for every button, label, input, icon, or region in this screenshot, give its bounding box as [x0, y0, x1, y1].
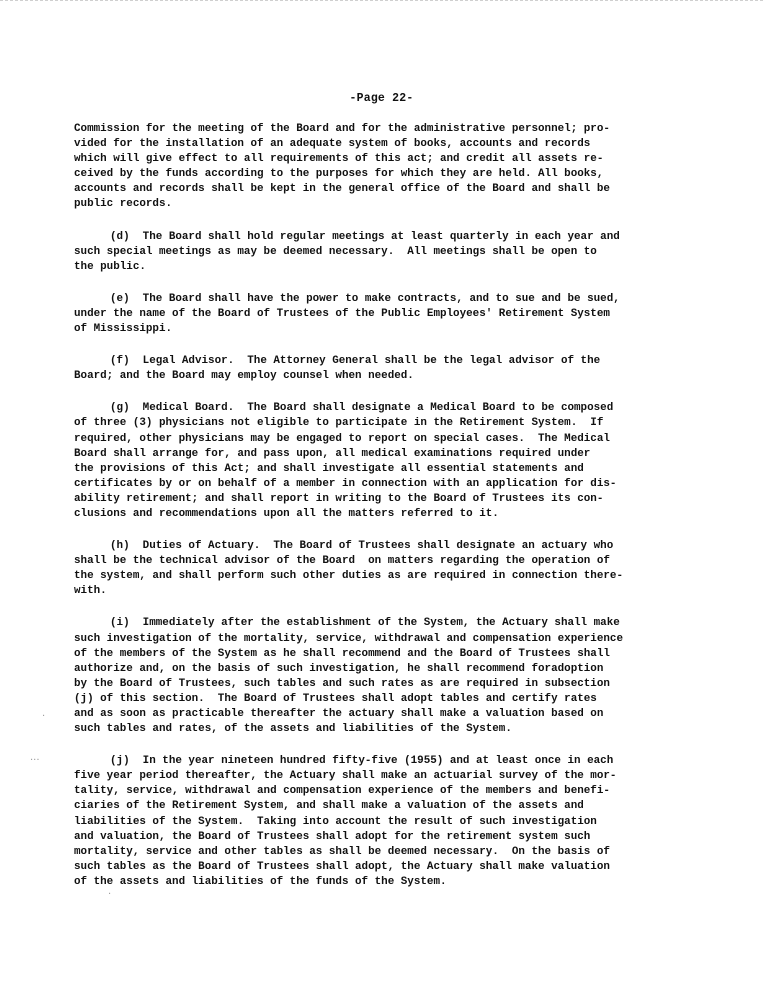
text-line: mortality, service and other tables as shall be deemed necessary. On the basis of: [74, 845, 610, 858]
text-line: which will give effect to all requirements of this act; and credit all assets re-: [74, 153, 604, 166]
text-line: and valuation, the Board of Trustees shall adopt for the retirement system such: [74, 830, 591, 843]
text-line: of three (3) physicians not eligible to participate in the Retirement System. If: [74, 417, 604, 430]
text-line: (j) of this section. The Board of Trustees shall adopt tables and certify rates: [74, 692, 597, 705]
text-line: of Mississippi.: [74, 323, 173, 336]
paragraph-f-legal-advisor: [74, 354, 692, 384]
text-line: tality, service, withdrawal and compensation experience of the members and benefi-: [74, 785, 610, 798]
text-line: (f) Legal Advisor. The Attorney General shall be the legal advisor of the: [110, 355, 601, 368]
text-line: five year period thereafter, the Actuary shall make an actuarial survey of the mor-: [74, 770, 617, 783]
text-line: authorize and, on the basis of such investigation, he shall recommend foradoption: [74, 662, 604, 675]
text-line: Board; and the Board may employ counsel when needed.: [74, 370, 414, 383]
text-line: such special meetings as may be deemed necessary. All meetings shall be open to: [74, 245, 597, 258]
text-line: (j) In the year nineteen hundred fifty-five (1955) and at least once in each: [110, 755, 614, 768]
text-line: Commission for the meeting of the Board and for the administrative personnel; pro-: [74, 123, 610, 135]
paragraph-continuation: [74, 122, 692, 213]
text-line: liabilities of the System. Taking into account the result of such investigation: [74, 815, 597, 828]
text-line: (i) Immediately after the establishment of the System, the Actuary shall make: [110, 617, 620, 630]
text-line: the public.: [74, 260, 146, 273]
text-line: of the assets and liabilities of the funds of the System.: [74, 875, 447, 888]
text-line: such tables as the Board of Trustees shall adopt, the Actuary shall make valuation: [74, 860, 610, 873]
text-line: Board shall arrange for, and pass upon, all medical examinations required under: [74, 447, 591, 460]
text-line: such investigation of the mortality, service, withdrawal and compensation experience: [74, 632, 623, 645]
text-line: (d) The Board shall hold regular meetings at least quarterly in each year and: [110, 230, 620, 243]
scan-speck: ·: [108, 889, 112, 900]
text-line: the provisions of this Act; and shall investigate all essential statements and: [74, 462, 584, 475]
text-line: (g) Medical Board. The Board shall designate a Medical Board to be composed: [110, 402, 614, 415]
text-line: clusions and recommendations upon all the matters referred to it.: [74, 507, 499, 520]
text-line: by the Board of Trustees, such tables and such rates as are required in subsection: [74, 677, 610, 690]
text-line: public records.: [74, 198, 173, 211]
page-top-edge: [0, 0, 763, 1]
paragraph-j-actuarial-survey: [74, 754, 692, 890]
text-line: under the name of the Board of Trustees of the Public Employees' Retirement System: [74, 307, 610, 320]
page-number-header: -Page 22-: [349, 92, 414, 105]
paragraph-e-contracts: [74, 292, 692, 337]
paragraph-d-meetings: [74, 230, 692, 275]
text-line: required, other physicians may be engaged to report on special cases. The Medical: [74, 432, 610, 445]
paragraph-g-medical-board: [74, 401, 692, 522]
text-line: the system, and shall perform such other duties as are required in connection there-: [74, 570, 623, 583]
text-line: accounts and records shall be kept in the general office of the Board and shall be: [74, 183, 610, 196]
document-body: [74, 122, 692, 907]
text-line: of the members of the System as he shall recommend and the Board of Trustees shall: [74, 647, 610, 660]
scan-speck: ···: [30, 755, 40, 766]
text-line: with.: [74, 585, 107, 598]
text-line: (h) Duties of Actuary. The Board of Trustees shall designate an actuary who: [110, 540, 614, 553]
paragraph-h-duties-of-actuary: [74, 539, 692, 599]
text-line: shall be the technical advisor of the Board on matters regarding the operation of: [74, 555, 610, 568]
text-line: and as soon as practicable thereafter the actuary shall make a valuation based on: [74, 708, 604, 720]
text-line: (e) The Board shall have the power to make contracts, and to sue and be sued,: [110, 292, 620, 305]
text-line: certificates by or on behalf of a member in connection with an application for dis-: [74, 477, 617, 490]
text-line: ceived by the funds according to the purposes for which they are held. All books,: [74, 168, 604, 181]
scan-speck: ·: [42, 711, 46, 722]
text-line: ciaries of the Retirement System, and shall make a valuation of the assets and: [74, 800, 584, 813]
paragraph-i-investigation: [74, 616, 692, 737]
text-line: vided for the installation of an adequate system of books, accounts and records: [74, 138, 591, 151]
text-line: such tables and rates, of the assets and liabilities of the System.: [74, 723, 512, 736]
text-line: ability retirement; and shall report in writing to the Board of Trustees its con-: [74, 492, 604, 505]
